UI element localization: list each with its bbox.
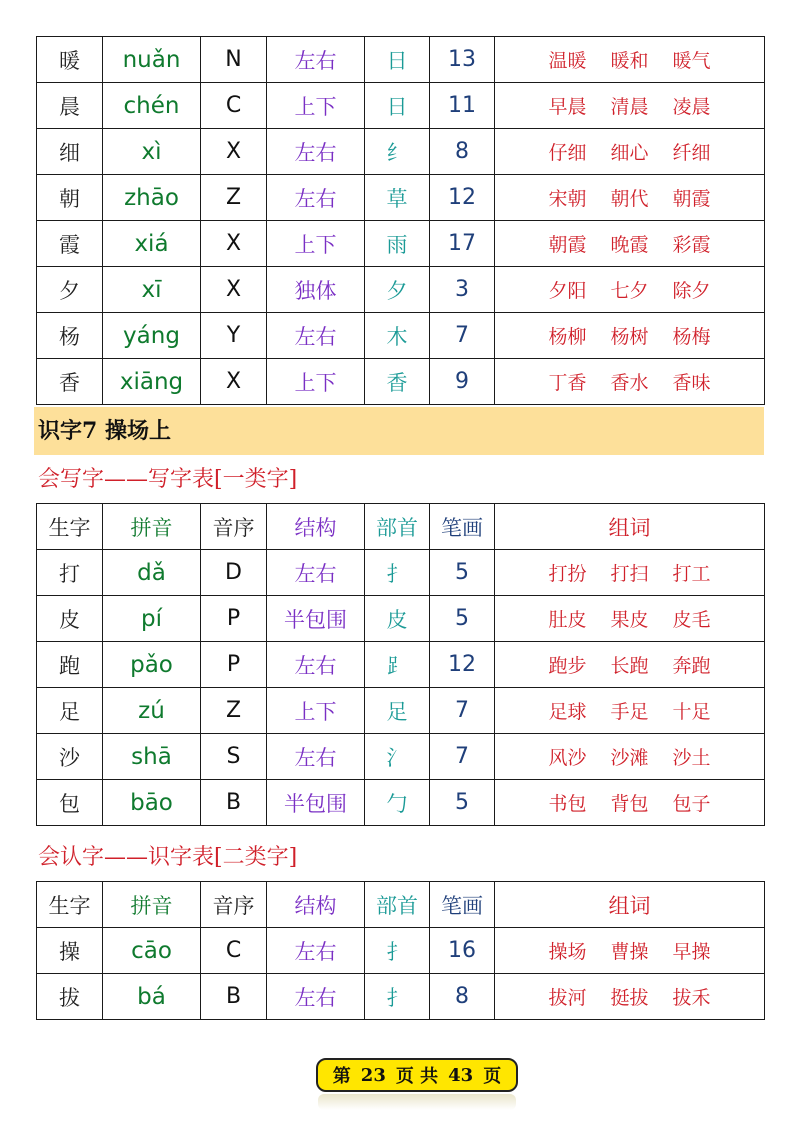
pinyin-cell: xì	[103, 129, 201, 175]
table-row	[37, 596, 765, 642]
strokes-cell: 5	[430, 550, 495, 596]
table-row	[37, 221, 765, 267]
char-cell: 足	[37, 688, 103, 734]
table-row	[37, 734, 765, 780]
strokes-cell: 16	[430, 928, 495, 974]
char-cell: 细	[37, 129, 103, 175]
table-row	[37, 688, 765, 734]
char-cell: 夕	[37, 267, 103, 313]
strokes-cell: 7	[430, 688, 495, 734]
pinyin-cell: pǎo	[103, 642, 201, 688]
radical-cell: 雨	[365, 221, 430, 267]
order-cell: C	[201, 83, 267, 129]
char-cell: 拔	[37, 974, 103, 1020]
pinyin-cell: xī	[103, 267, 201, 313]
words-cell: 杨柳 杨树 杨梅	[495, 313, 765, 359]
strokes-cell: 13	[430, 37, 495, 83]
pinyin-cell: yáng	[103, 313, 201, 359]
words-cell: 仔细 细心 纤细	[495, 129, 765, 175]
page-current: 23	[360, 1064, 386, 1086]
header-order-cell: 音序	[201, 504, 267, 550]
header-structure-cell: 结构	[267, 504, 365, 550]
radical-cell: ⻊	[365, 642, 430, 688]
header-order-cell: 音序	[201, 882, 267, 928]
header-structure-cell: 结构	[267, 882, 365, 928]
char-cell: 杨	[37, 313, 103, 359]
pinyin-cell: zhāo	[103, 175, 201, 221]
words-cell: 书包 背包 包子	[495, 780, 765, 826]
char-cell: 晨	[37, 83, 103, 129]
header-char-cell: 生字	[37, 882, 103, 928]
order-cell: B	[201, 780, 267, 826]
pinyin-cell: shā	[103, 734, 201, 780]
table-header-row	[37, 882, 765, 928]
strokes-cell: 17	[430, 221, 495, 267]
table-row	[37, 780, 765, 826]
page-suffix: 页	[483, 1066, 502, 1087]
order-cell: C	[201, 928, 267, 974]
pinyin-cell: zú	[103, 688, 201, 734]
char-cell: 霞	[37, 221, 103, 267]
order-cell: B	[201, 974, 267, 1020]
structure-cell: 左右	[267, 734, 365, 780]
words-cell: 拔河 挺拔 拔禾	[495, 974, 765, 1020]
strokes-cell: 3	[430, 267, 495, 313]
char-cell: 香	[37, 359, 103, 405]
order-cell: X	[201, 359, 267, 405]
structure-cell: 左右	[267, 550, 365, 596]
structure-cell: 左右	[267, 175, 365, 221]
page-middle: 页 共	[395, 1066, 439, 1087]
strokes-cell: 5	[430, 780, 495, 826]
header-radical-cell: 部首	[365, 504, 430, 550]
char-cell: 皮	[37, 596, 103, 642]
char-cell: 跑	[37, 642, 103, 688]
order-cell: X	[201, 267, 267, 313]
radical-cell: 纟	[365, 129, 430, 175]
page-indicator-reflection	[318, 1094, 516, 1110]
structure-cell: 半包围	[267, 596, 365, 642]
structure-cell: 左右	[267, 642, 365, 688]
table-row	[37, 928, 765, 974]
radical-cell: 氵	[365, 734, 430, 780]
table-row	[37, 175, 765, 221]
write-section-title: 会写字——写字表[一类字]	[38, 467, 298, 492]
strokes-cell: 8	[430, 974, 495, 1020]
strokes-cell: 7	[430, 734, 495, 780]
structure-cell: 上下	[267, 688, 365, 734]
char-cell: 朝	[37, 175, 103, 221]
table-row	[37, 313, 765, 359]
strokes-cell: 7	[430, 313, 495, 359]
words-cell: 跑步 长跑 奔跑	[495, 642, 765, 688]
radical-cell: 日	[365, 37, 430, 83]
order-cell: P	[201, 596, 267, 642]
words-cell: 夕阳 七夕 除夕	[495, 267, 765, 313]
table-row	[37, 37, 765, 83]
radical-cell: 足	[365, 688, 430, 734]
read-section-title: 会认字——识字表[二类字]	[38, 845, 298, 870]
words-cell: 操场 曹操 早操	[495, 928, 765, 974]
read-char-table	[36, 881, 765, 1020]
radical-cell: 夕	[365, 267, 430, 313]
pinyin-cell: bá	[103, 974, 201, 1020]
words-cell: 丁香 香水 香味	[495, 359, 765, 405]
lesson-title: 识字7 操场上	[38, 418, 171, 444]
table-header-row	[37, 504, 765, 550]
radical-cell: 香	[365, 359, 430, 405]
pinyin-cell: nuǎn	[103, 37, 201, 83]
radical-cell: 皮	[365, 596, 430, 642]
words-cell: 肚皮 果皮 皮毛	[495, 596, 765, 642]
page-prefix: 第	[332, 1066, 351, 1087]
order-cell: Z	[201, 175, 267, 221]
structure-cell: 上下	[267, 83, 365, 129]
order-cell: Z	[201, 688, 267, 734]
order-cell: Y	[201, 313, 267, 359]
page-indicator	[316, 1058, 518, 1092]
table-row	[37, 129, 765, 175]
table-row	[37, 267, 765, 313]
words-cell: 风沙 沙滩 沙土	[495, 734, 765, 780]
top-char-table	[36, 36, 765, 405]
strokes-cell: 9	[430, 359, 495, 405]
order-cell: N	[201, 37, 267, 83]
header-words-cell: 组词	[495, 504, 765, 550]
page-total: 43	[448, 1064, 474, 1086]
structure-cell: 左右	[267, 313, 365, 359]
pinyin-cell: dǎ	[103, 550, 201, 596]
strokes-cell: 12	[430, 642, 495, 688]
order-cell: S	[201, 734, 267, 780]
header-radical-cell: 部首	[365, 882, 430, 928]
words-cell: 温暖 暖和 暖气	[495, 37, 765, 83]
header-words-cell: 组词	[495, 882, 765, 928]
char-cell: 包	[37, 780, 103, 826]
radical-cell: 扌	[365, 928, 430, 974]
table-row	[37, 83, 765, 129]
pinyin-cell: xiá	[103, 221, 201, 267]
pinyin-cell: bāo	[103, 780, 201, 826]
header-strokes-cell: 笔画	[430, 882, 495, 928]
char-cell: 沙	[37, 734, 103, 780]
structure-cell: 上下	[267, 221, 365, 267]
header-char-cell: 生字	[37, 504, 103, 550]
structure-cell: 左右	[267, 974, 365, 1020]
table-row	[37, 359, 765, 405]
radical-cell: 扌	[365, 550, 430, 596]
char-cell: 暖	[37, 37, 103, 83]
write-char-table	[36, 503, 765, 826]
radical-cell: 木	[365, 313, 430, 359]
strokes-cell: 11	[430, 83, 495, 129]
words-cell: 足球 手足 十足	[495, 688, 765, 734]
order-cell: X	[201, 221, 267, 267]
order-cell: X	[201, 129, 267, 175]
pinyin-cell: cāo	[103, 928, 201, 974]
table-row	[37, 642, 765, 688]
strokes-cell: 8	[430, 129, 495, 175]
structure-cell: 独体	[267, 267, 365, 313]
char-cell: 打	[37, 550, 103, 596]
pinyin-cell: chén	[103, 83, 201, 129]
pinyin-cell: pí	[103, 596, 201, 642]
structure-cell: 左右	[267, 37, 365, 83]
words-cell: 朝霞 晚霞 彩霞	[495, 221, 765, 267]
radical-cell: 草	[365, 175, 430, 221]
strokes-cell: 12	[430, 175, 495, 221]
words-cell: 打扮 打扫 打工	[495, 550, 765, 596]
radical-cell: 勹	[365, 780, 430, 826]
table-row	[37, 550, 765, 596]
structure-cell: 左右	[267, 928, 365, 974]
words-cell: 宋朝 朝代 朝霞	[495, 175, 765, 221]
structure-cell: 半包围	[267, 780, 365, 826]
header-strokes-cell: 笔画	[430, 504, 495, 550]
pinyin-cell: xiāng	[103, 359, 201, 405]
order-cell: P	[201, 642, 267, 688]
structure-cell: 上下	[267, 359, 365, 405]
header-pinyin-cell: 拼音	[103, 504, 201, 550]
radical-cell: 扌	[365, 974, 430, 1020]
char-cell: 操	[37, 928, 103, 974]
words-cell: 早晨 清晨 凌晨	[495, 83, 765, 129]
order-cell: D	[201, 550, 267, 596]
radical-cell: 日	[365, 83, 430, 129]
header-pinyin-cell: 拼音	[103, 882, 201, 928]
table-row	[37, 974, 765, 1020]
strokes-cell: 5	[430, 596, 495, 642]
structure-cell: 左右	[267, 129, 365, 175]
